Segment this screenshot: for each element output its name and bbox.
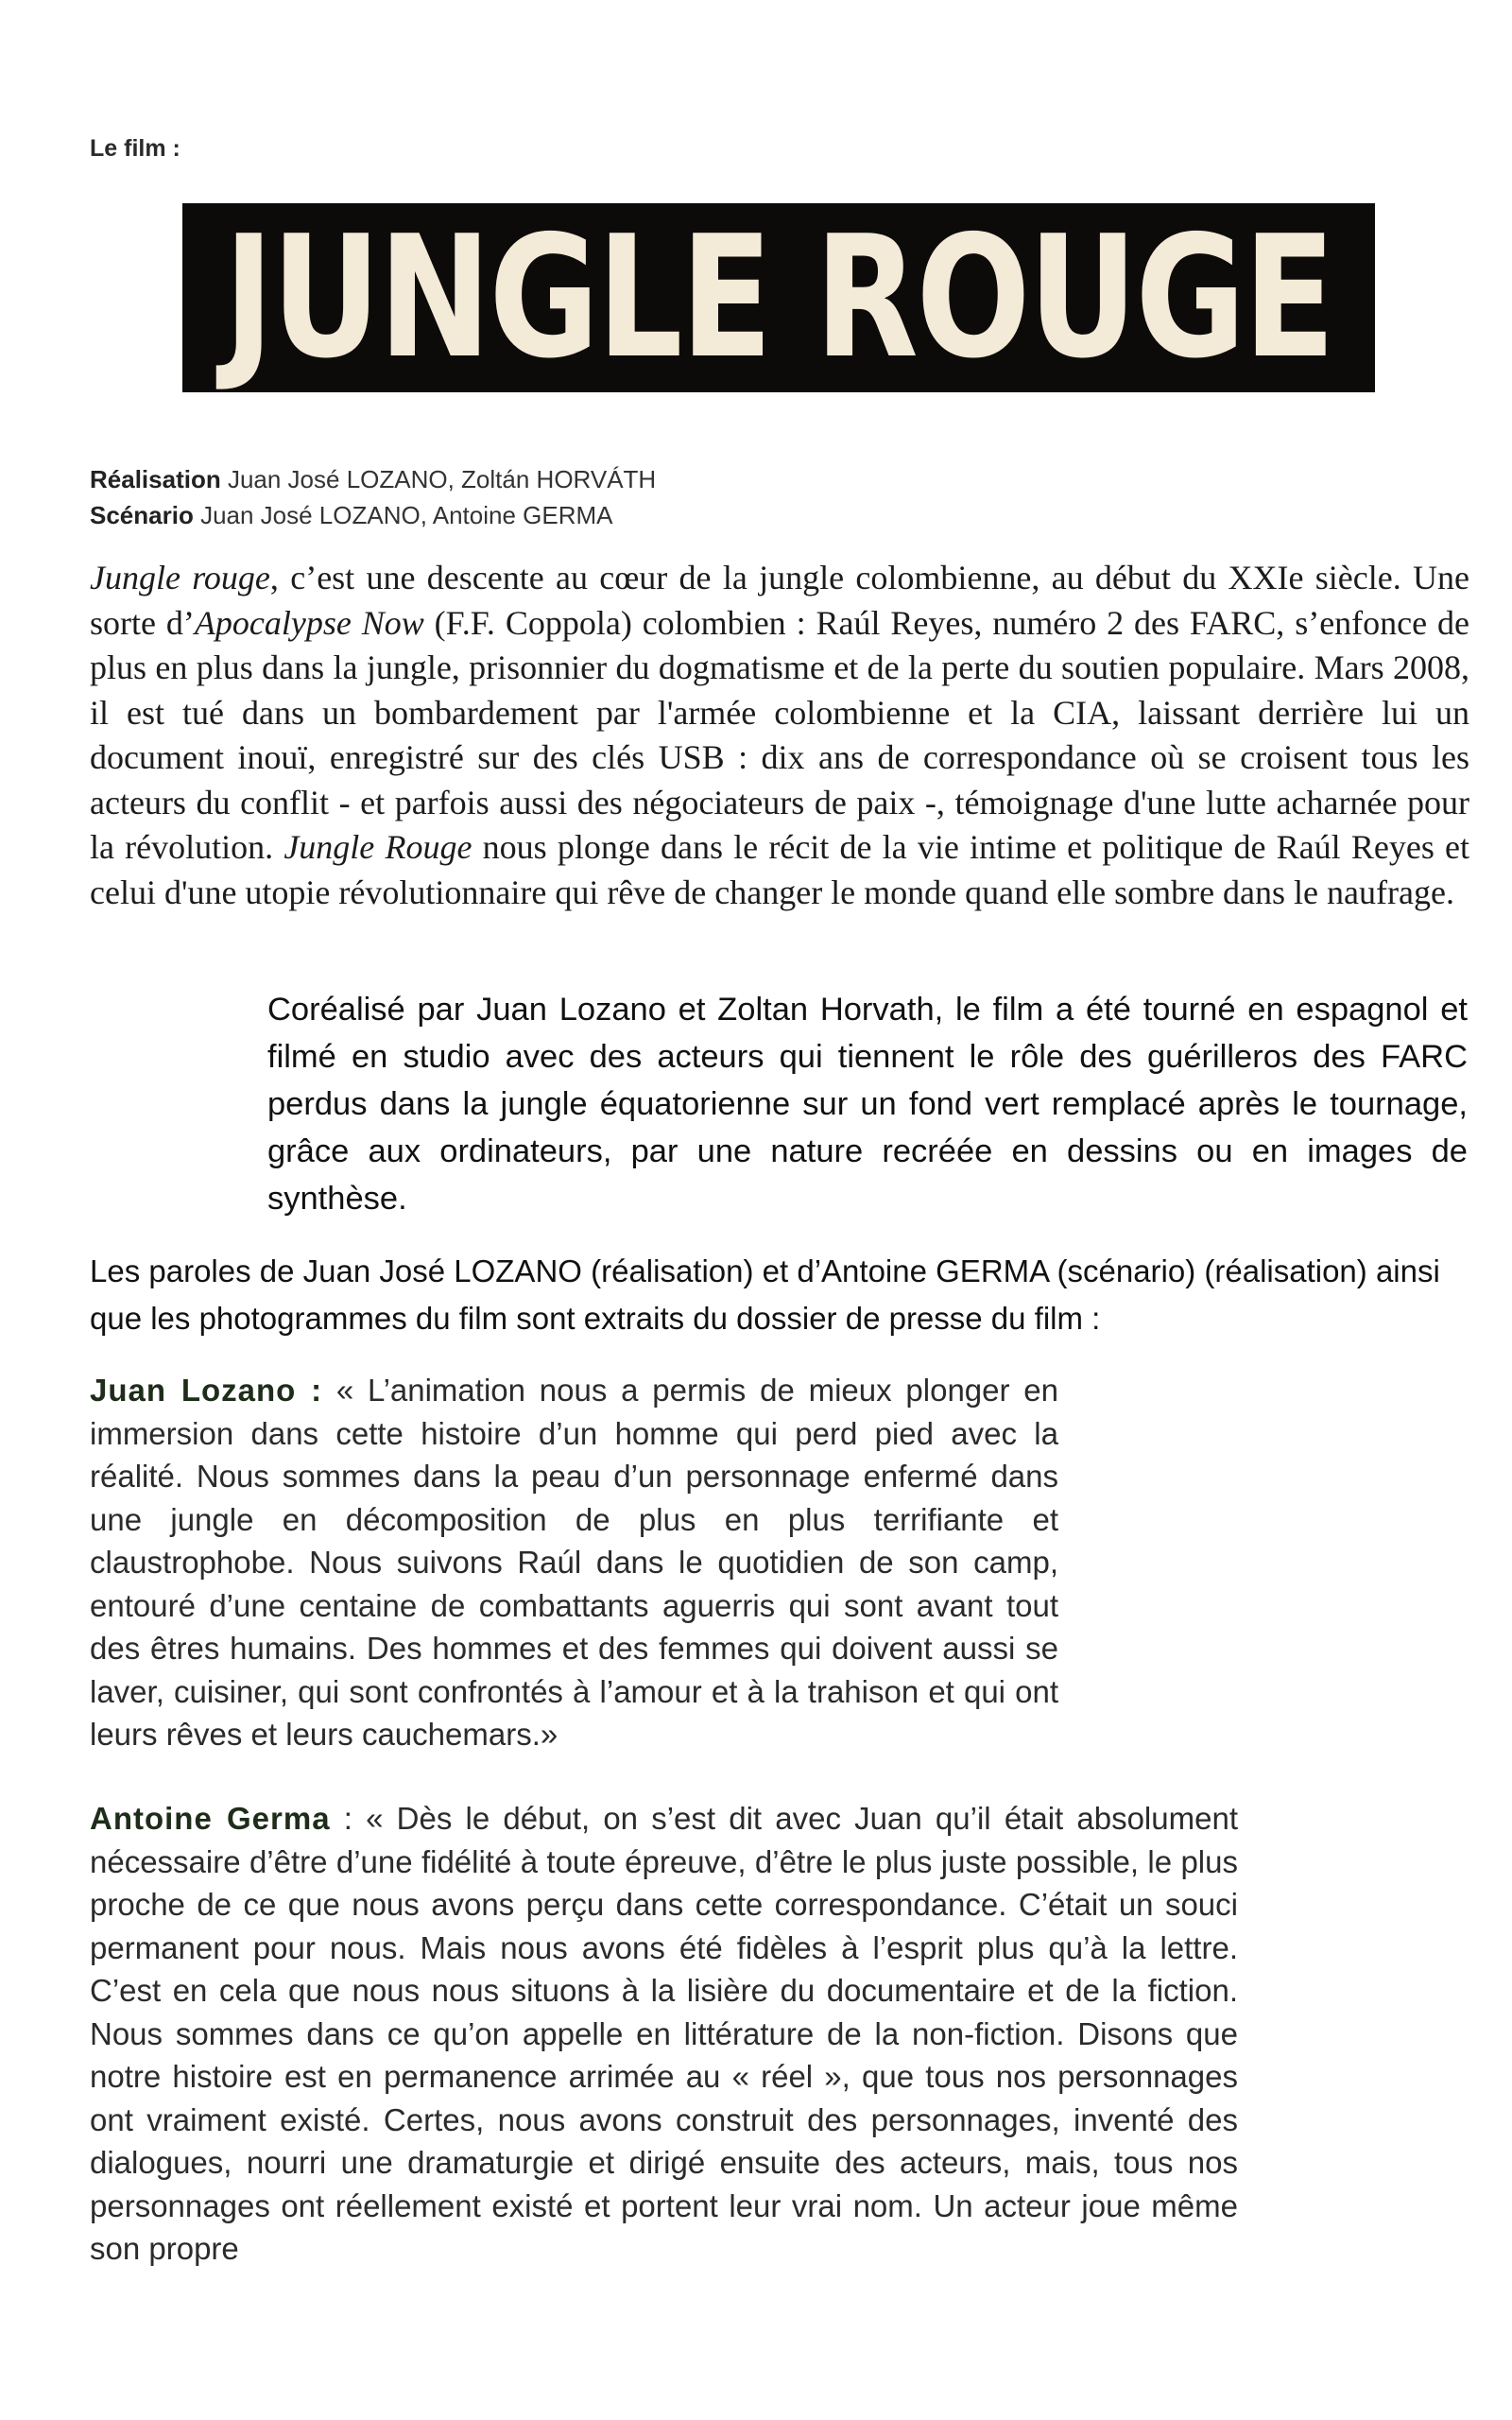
film-title-text: JUNGLE ROUGE — [224, 203, 1333, 392]
film-title-italic: Jungle rouge — [90, 559, 270, 596]
synopsis-text: (F.F. Coppola) colombien : Raúl Reyes, numéro 2 des FARC, s’enfonce de plus en plus dans la jungle, prisonnier du dogmatisme et de la perte du soutien populaire. Mars 2008, il est tué dans un bombardement par l'armée colombienne et la CIA, laissant derrière lui un document inouï, enregistré sur des clés USB : dix ans de correspondance où se croisent tous les acteurs du conflit - et parfois aussi des négociateurs de paix -, témoignage d'une lutte acharnée pour la révolution. — [90, 603, 1469, 866]
credit-names: Juan José LOZANO, Antoine GERMA — [200, 501, 613, 529]
source-note-paragraph: Les paroles de Juan José LOZANO (réalisation) et d’Antoine GERMA (scénario) (réalisation) ainsi que les photogrammes du film sont extraits du dossier de presse du film : — [90, 1253, 1440, 1336]
quote-speaker: Juan Lozano : — [90, 1373, 323, 1408]
coproduction-paragraph: Coréalisé par Juan Lozano et Zoltan Horvath, le film a été tourné en espagnol et filmé en studio avec des acteurs qui tiennent le rôle des guérilleros des FARC perdus dans la jungle équatorienne sur un fond vert remplacé après le tournage, grâce aux ordinateurs, par une nature recréée en dessins ou en images de synthèse. — [267, 992, 1468, 1217]
film-title-banner — [182, 203, 1375, 392]
quote-juan-lozano — [90, 1369, 1058, 1756]
credit-role: Scénario — [90, 501, 194, 529]
quote-text: : « Dès le début, on s’est dit avec Juan qu’il était absolument nécessaire d’être d’une fidélité à toute épreuve, d’être le plus juste possible, le plus proche de ce que nous avons perçu dans cette correspondance. C’était un souci permanent pour nous. Mais nous avons été fidèles à l’esprit plus qu’à la lettre. C’est en cela que nous nous situons à la lisière du documentaire et de la fiction. Nous sommes dans ce qu’on appelle en littérature de la non-fiction. Disons que notre histoire est en permanence arrimée au « réel », que tous nos personnages ont vraiment existé. Certes, nous avons construit des personnages, inventé des dialogues, nourri une dramaturgie et dirigé ensuite des acteurs, mais, tous nos personnages ont réellement existé et portent leur vrai nom. Un acteur joue même son propre — [90, 1801, 1238, 2266]
credit-screenplay — [90, 501, 612, 530]
synopsis-paragraph — [90, 556, 1469, 915]
synopsis-text: nous plonge dans le récit de la vie intime et politique de Raúl Reyes et celui d'une utopie révolutionnaire qui rêve de changer le monde quand elle sombre dans le naufrage. — [90, 828, 1469, 911]
quote-antoine-germa — [90, 1797, 1238, 2271]
credit-role: Réalisation — [90, 465, 221, 493]
reference-film-italic: Apocalypse Now — [194, 603, 424, 642]
quote-text: « L’animation nous a permis de mieux plonger en immersion dans cette histoire d’un homme qui perd pied avec la réalité. Nous sommes dans la peau d’un personnage enfermé dans une jungle en décomposition de plus en plus terrifiante et claustrophobe. Nous suivons Raúl dans le quotidien de son camp, entouré d’une centaine de combattants aguerris qui sont avant tout des êtres humains. Des hommes et des femmes qui doivent aussi se laver, cuisiner, qui sont confrontés à l’amour et à la trahison et qui ont leurs rêves et leurs cauchemars.» — [90, 1373, 1058, 1752]
quote-speaker: Antoine Germa — [90, 1801, 331, 1836]
section-heading: Le film : — [90, 135, 180, 162]
film-title-italic: Jungle Rouge — [284, 828, 472, 866]
credit-direction — [90, 465, 656, 494]
credit-names: Juan José LOZANO, Zoltán HORVÁTH — [227, 465, 657, 493]
synopsis-text: , c’est une descente au cœur de la jungle colombienne, au début du XXIe siècle. Une sorte d’ — [90, 559, 1469, 642]
